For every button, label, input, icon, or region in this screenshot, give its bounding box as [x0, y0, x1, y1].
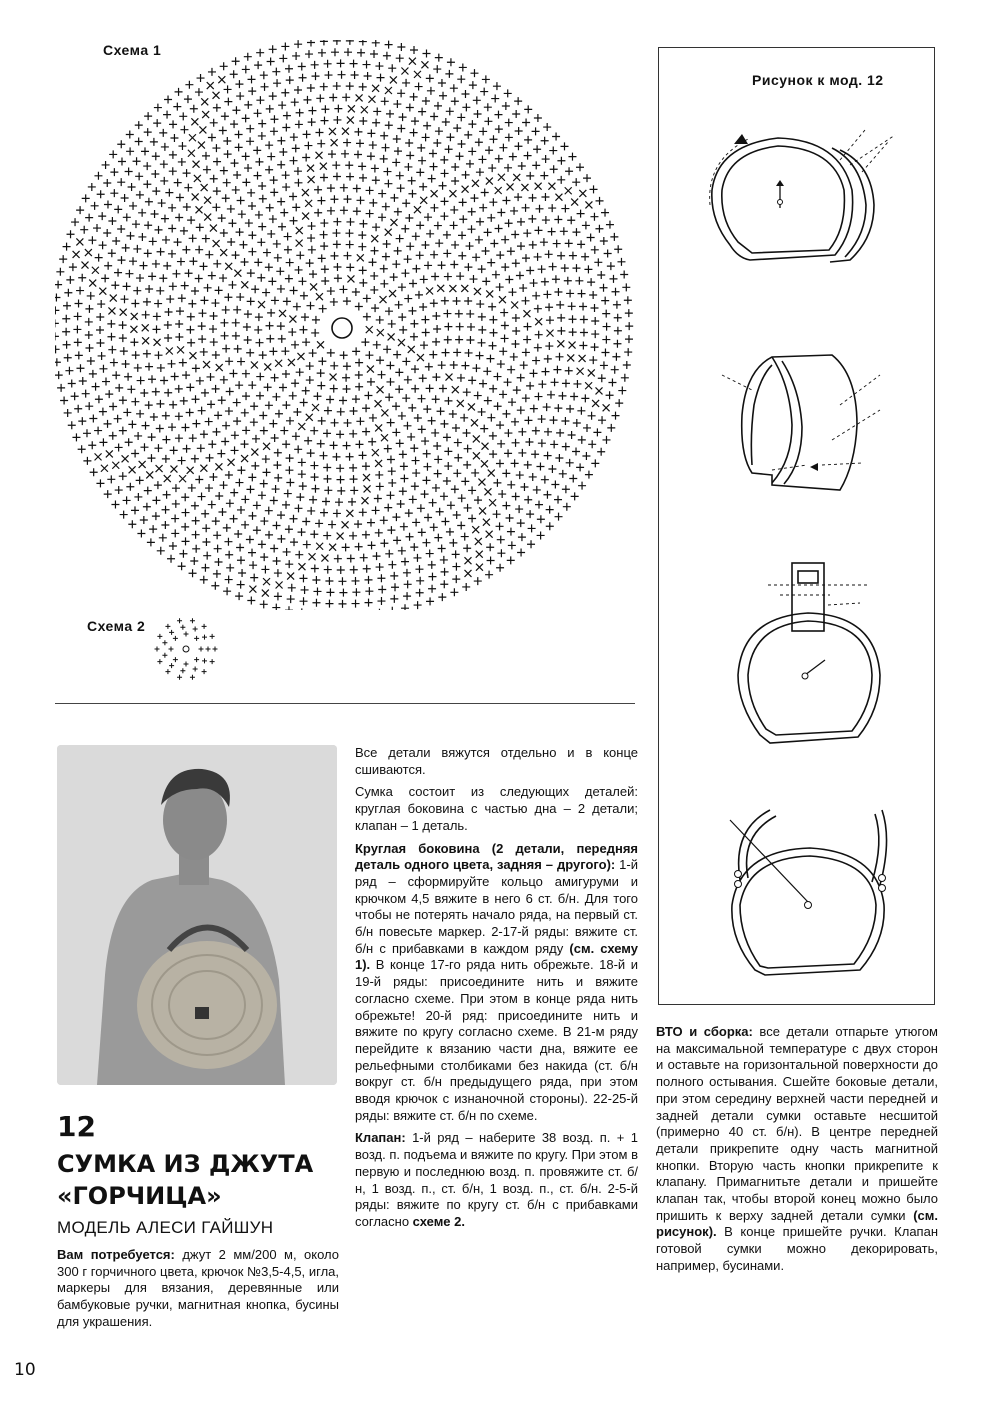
assembly-step-1-drawing [690, 120, 910, 290]
instructions-column [355, 745, 638, 1237]
flap-paragraph [355, 1130, 638, 1230]
scheme2-reference: схеме 2. [412, 1213, 465, 1229]
model-photo-illustration [57, 745, 337, 1085]
figure-reference: (см. рисунок). [656, 1207, 938, 1240]
magic-ring-symbol [332, 318, 352, 338]
assembly-step-4-drawing [700, 790, 910, 990]
model-title-line-2: «ГОРЧИЦА» [57, 1182, 222, 1210]
section-divider [55, 703, 635, 704]
intro-paragraph: Все детали вяжутся отдельно и в конце сшиваются. [355, 745, 638, 777]
page-number: 10 [14, 1360, 36, 1380]
figure-title: Рисунок к мод. 12 [752, 72, 884, 88]
assembly-text-a: все детали отпарьте утюгом на максимальной температуре с двух сторон и оставьте на горизонтальной поверхности до полного остывания. Сшейте боковые детали, при этом середину верхней части передней и задней детали сумки оставьте несшитой (примерно 40 ст. б/н). В центре передней детали прикрепите одну часть магнитной кнопки. Вторую часть кнопки прикрепите к клапану. Примагнитьте детали и пришейте клапан так, чтобы второй конец можно было пришить к верху задней детали сумки [656, 1024, 938, 1223]
materials-label: Вам потребуется: [57, 1247, 175, 1262]
materials-text [57, 1247, 339, 1337]
scheme1-label: Схема 1 [103, 42, 162, 58]
model-title-line-1: СУМКА ИЗ ДЖУТА [57, 1150, 314, 1178]
scheme2-label: Схема 2 [87, 618, 146, 634]
round-side-text-a: 1-й ряд – сформируйте кольцо амигуруми и крючком 4,5 вяжите в него 6 ст. б/н. Для того чтобы не потерять начало ряда, на первый ст. б/н повесьте маркер. 2-17-й ряды: вяжите ст. б/н с прибавками в каждом ряду [355, 857, 638, 956]
model-title [57, 1148, 313, 1212]
model-photo [57, 745, 337, 1085]
materials-body: джут 2 мм/200 м, около 300 г горчичного цвета, крючок №3,5-4,5, игла, маркеры для вязания, деревянные или бамбуковые ручки, магнитная кнопка, бусины для украшения. [57, 1247, 339, 1329]
flap-text: 1-й ряд – наберите 38 возд. п. + 1 возд. п. подъема и вяжите по кругу. При этом в первую и последнюю возд. п. провяжите ст. б/н, 1 возд. п., ст. б/н, 1 возд. п., ст. б/н. 2-5-й ряды: вяжите по кругу ст. б/н с прибавками согласно [355, 1130, 638, 1229]
round-side-paragraph [355, 841, 638, 1125]
model-number: 12 [57, 1110, 96, 1143]
round-side-text-b: В конце 17-го ряда нить обрежьте. 18-й и 19-й ряды: присоедините нить и вяжите согласно схеме. При этом в конце ряда нить обрежьте! 20-й ряд: присоедините нить и вяжите по кругу согласно схеме. В 21-м ряду перейдите к вязанию части дна, вяжите ее рельефными столбиками без накида (ст. б/н вокруг ст. б/н предыдущего ряда, при этом вводя крючок с изнаночной стороны). 22-25-й ряды: вяжите ст. б/н по схеме. [355, 957, 638, 1123]
assembly-text-b: В конце пришейте ручки. Клапан готовой сумки можно декорировать, например, бусинами. [656, 1224, 938, 1273]
model-author: МОДЕЛЬ АЛЕСИ ГАЙШУН [57, 1218, 274, 1237]
assembly-heading: ВТО и сборка: [656, 1024, 753, 1039]
crochet-chart-scheme-1 [55, 40, 635, 610]
assembly-step-3-drawing [720, 545, 900, 755]
flap-heading: Клапан: [355, 1130, 406, 1146]
assembly-column [656, 1024, 938, 1281]
scheme1-reference: (см. схему 1). [355, 940, 638, 973]
crochet-chart-scheme-2 [150, 615, 222, 687]
round-side-heading: Круглая боковина (2 детали, передняя деталь одного цвета, задняя – другого): [355, 840, 638, 873]
parts-paragraph: Сумка состоит из следующих деталей: круглая боковина с частью дна – 2 детали; клапан – 1 деталь. [355, 784, 638, 833]
assembly-step-2-drawing [712, 345, 902, 505]
